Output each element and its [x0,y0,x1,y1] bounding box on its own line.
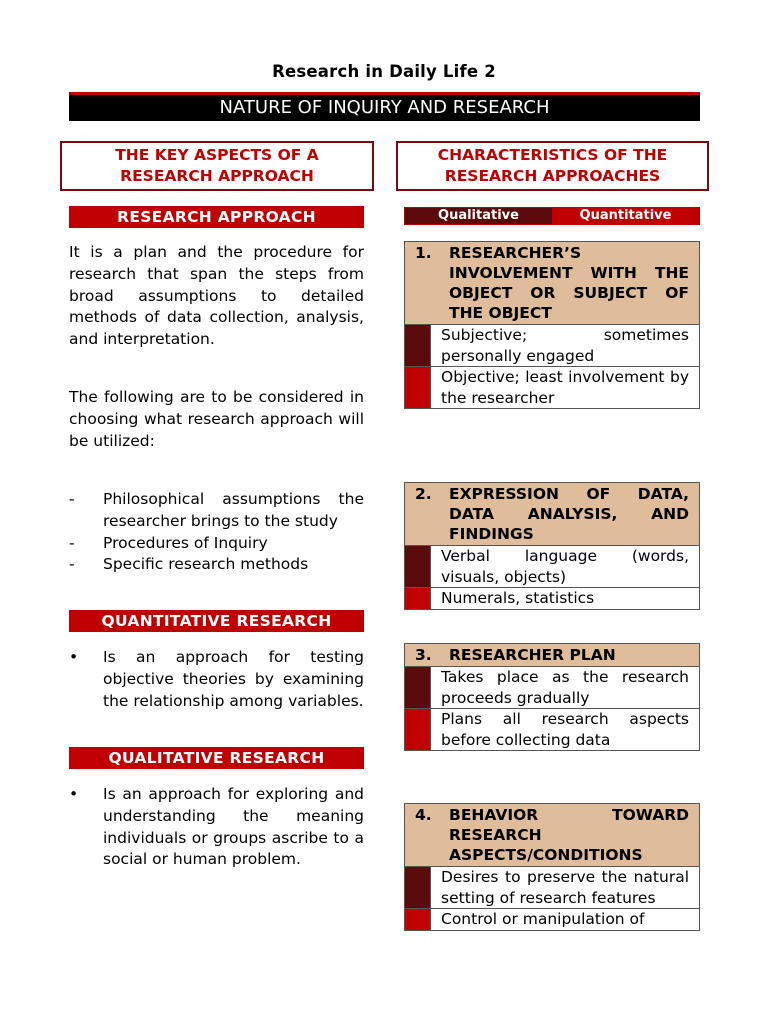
quantitative-cell: Objective; least involvement by the researcher [430,367,699,408]
legend-quantitative: Quantitative [552,208,699,224]
qualitative-swatch [405,546,430,587]
qualitative-cell: Desires to preserve the natural setting of research features [430,867,699,908]
research-approach-intro: The following are to be considered in choosing what research approach will be utilized: [69,388,364,450]
list-item: - Specific research methods [69,555,309,574]
characteristics-heading [396,141,709,191]
characteristic-header: 2. EXPRESSION OF DATA, DATA ANALYSIS, AND FINDINGS [405,483,699,545]
characteristic-header: 4. BEHAVIOR TOWARD RESEARCH ASPECTS/CONDITIONS [405,804,699,866]
quantitative-research-list [69,647,364,712]
characteristic-table-1 [404,241,700,409]
research-approach-list [69,489,364,576]
characteristics-heading-line1: CHARACTERISTICS OF THE [437,146,668,164]
key-aspects-heading [60,141,374,191]
quantitative-cell: Numerals, statistics [430,588,699,609]
quantitative-cell: Control or manipulation of [430,909,699,930]
quantitative-row [405,587,699,609]
qualitative-row [405,545,699,587]
quantitative-cell: Plans all research aspects before collecting data [430,709,699,750]
qualitative-research-list [69,784,364,871]
characteristic-table-4 [404,803,700,931]
characteristic-table-3 [404,643,700,751]
qualitative-row [405,866,699,908]
key-aspects-heading-line1: THE KEY ASPECTS OF A [115,146,319,164]
list-item: - Philosophical assumptions the researcher brings to the study [69,490,364,530]
legend-qualitative: Qualitative [405,208,552,224]
quantitative-row [405,908,699,930]
approach-legend [404,207,700,225]
list-item: • Is an approach for exploring and understanding the meaning individuals or groups ascribe to a social or human problem. [69,785,364,869]
quantitative-swatch [405,588,430,609]
quantitative-swatch [405,709,430,750]
quantitative-row [405,366,699,408]
qualitative-cell: Subjective; sometimes personally engaged [430,325,699,366]
main-banner: NATURE OF INQUIRY AND RESEARCH [69,95,700,121]
document-title: Research in Daily Life 2 [272,62,496,81]
qualitative-research-heading: QUALITATIVE RESEARCH [69,747,364,769]
quantitative-swatch [405,909,430,930]
quantitative-row [405,708,699,750]
characteristic-header: 1. RESEARCHER’S INVOLVEMENT WITH THE OBJECT OR SUBJECT OF THE OBJECT [405,242,699,324]
characteristic-header: 3. RESEARCHER PLAN [405,644,699,666]
quantitative-research-heading: QUANTITATIVE RESEARCH [69,610,364,632]
qualitative-swatch [405,325,430,366]
research-approach-definition: It is a plan and the procedure for research that span the steps from broad assumptions to detailed methods of data collection, analysis, and interpretation. [69,243,364,349]
qualitative-row [405,324,699,366]
list-item: • Is an approach for testing objective theories by examining the relationship among variables. [69,648,364,710]
list-item: - Procedures of Inquiry [69,533,268,552]
key-aspects-heading-line2: RESEARCH APPROACH [120,167,314,185]
qualitative-cell: Verbal language (words, visuals, objects) [430,546,699,587]
research-approach-heading: RESEARCH APPROACH [69,206,364,228]
quantitative-swatch [405,367,430,408]
qualitative-swatch [405,867,430,908]
qualitative-row [405,666,699,708]
characteristics-heading-line2: RESEARCH APPROACHES [444,167,661,185]
qualitative-swatch [405,667,430,708]
characteristic-table-2 [404,482,700,610]
qualitative-cell: Takes place as the research proceeds gradually [430,667,699,708]
